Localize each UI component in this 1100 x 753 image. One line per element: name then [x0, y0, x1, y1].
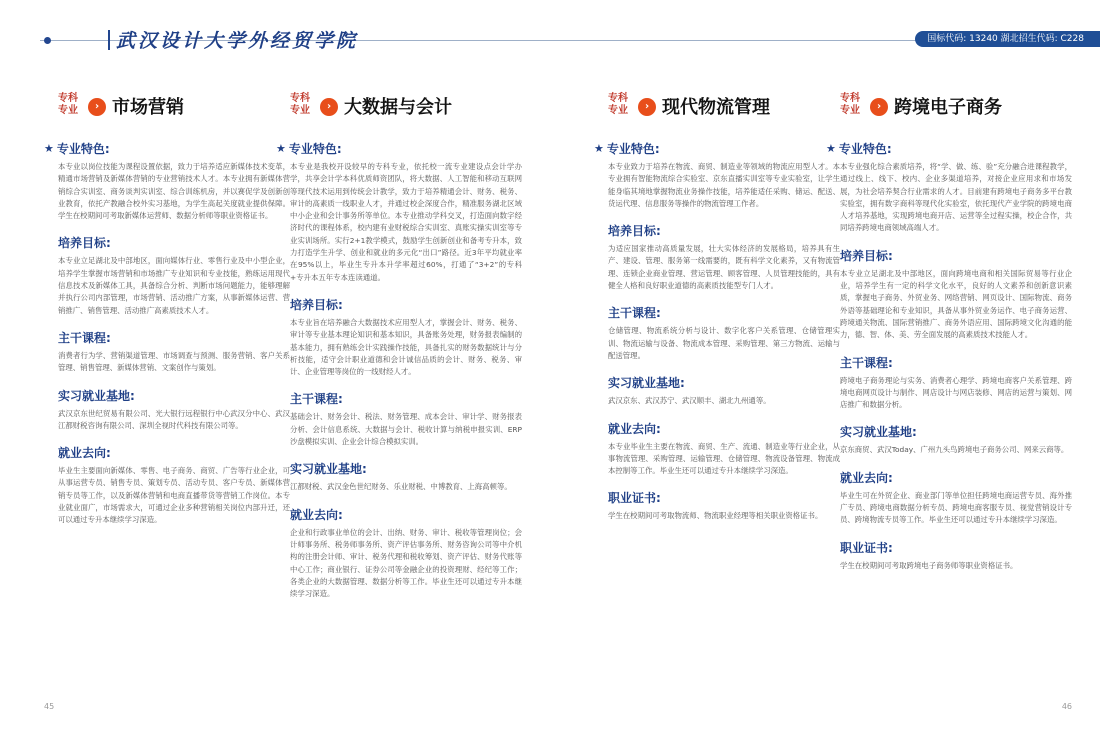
major-column-marketing [44, 90, 290, 527]
major-level-tag: 专科专业 [58, 93, 78, 116]
section-heading [58, 444, 290, 461]
section-heading [840, 469, 1072, 486]
section-heading-label: 培养目标: [840, 248, 893, 263]
page-number-left: 45 [44, 702, 55, 711]
section-body-text: 本专业是我校开设较早的专科专业，依托校一流专业建设点会计学办学，共享会计学本科优质师资团队，将大数据、人工智能和移动互联网等现代技术运用到传统会计教学，致力于培养精通会计、财务、税务、审计的高素质一线职业人才，并通过校企深度合作，精准服务湖北区域中小企业和会计事务所等单位。本专业推动学科交叉，打造面向数字经济时代的课程体系，校内建有业财税综合实训室、真账实操实训室等专业实训场所。实行2+1教学模式，鼓励学生创新创业和备考专升本，致力打造学生升学、创业和就业的多元化“出口”路径。近3年平均就业率在95%以上，毕业生专升本升学率超过60%，打通了“3+2”的专科+专升本五年专本连读通道。 [290, 162, 522, 282]
section-body-text: 本专业致力于培养在物流、商贸、制造业等领域的物流应用型人才。本专业拥有智能物流综合实验室、京东直播实训室等专业实验室，让学生能身临其境地掌握物流业务操作技能，培养能适任采购、储运、配送、货运代理、信息服务等操作的物流管理工作者。 [608, 162, 840, 208]
section-heading-label: 就业去向: [840, 470, 893, 485]
section-heading [840, 539, 1072, 556]
section-heading [840, 423, 1072, 440]
major-title: 现代物流管理 [662, 97, 770, 118]
right-page [550, 80, 1100, 753]
section-body-text: 跨境电子商务理论与实务、消费者心理学、跨境电商客户关系管理、跨境电商网页设计与制作、网店设计与网店装修、网店的运营与策划、网店推广和数据分析。 [840, 375, 1072, 410]
section-body-text: 本专业立足湖北及中部地区，面向跨境电商和相关国际贸易等行业企业，培养学生有一定的科学文化水平，良好的人文素养和创新意识素质，掌握电子商务、外贸业务、网络营销、网页设计、国际物流、商务外语等基础理论和专业知识，具备从事外贸业务运作、电子商务运营、跨境通关物流、国际营销推广、商务外语应用、国际跨境文化沟通的能力，德、智、体、美、劳全面发展的高素质技术技能人才。 [840, 268, 1072, 340]
section-heading-label: 专业特色: [56, 142, 110, 156]
section-heading [290, 390, 522, 407]
section-body-text: 本专业强化综合素质培养，将“学、做、练、验”充分融合进课程教学，通过线上、线下、校内、企业多渠道培养，对接企业应用求和市场发展，为社会培养契合行业需求的人才。目前建有跨境电子商务多平台教实验室，拥有数字商科等现代化实验室，依托现代产业学院的跨境电商人才培养基地，实现跨境电商开店、运营等全过程实操，校企合作，共同培养跨境电商领域高端人才。 [840, 162, 1072, 233]
left-page [0, 80, 550, 753]
major-heading [290, 90, 522, 126]
section-heading-label: 实习就业基地: [58, 388, 135, 403]
section-heading [290, 460, 522, 477]
section-heading-label: 实习就业基地: [840, 425, 917, 440]
section-heading [58, 387, 290, 404]
chevron-right-icon: › [320, 98, 338, 116]
section-body-text: 本专业以岗位技能为课程设置依据，致力于培养适应新媒体技术变革，精通市场营销及新媒体营销的专业营销技术人才。本专业拥有新媒体营销综合实训室、商务谈判实训室、综合训练机房，并以赛促学及创新创业教育，依托产教融合校外实习基地，为学生高起关度就业提供保障。学生在校期间可考取新媒体运营师、数据分析师等职业资格证书。 [58, 162, 290, 221]
major-column-logistics [594, 90, 840, 523]
major-title: 跨境电子商务 [894, 97, 1002, 118]
section-heading [594, 140, 840, 157]
section-heading-label: 就业去向: [290, 507, 343, 522]
section-body-text: 仓储管理、物流系统分析与设计、数字化客户关系管理、仓储管理实训、物流运输与设备、物流成本管理、采购管理、第三方物流、运输与配送管理。 [608, 326, 840, 360]
college-title: 武汉设计大学外经贸学院 [116, 30, 359, 52]
chevron-right-icon: › [638, 98, 656, 116]
section-body-text: 毕业生主要面向新媒体、零售、电子商务、商贸、广告等行业企业，可从事运营专员、销售专员、策划专员、活动专员、客户专员、新媒体营销专员等工作，以及新媒体营销和电商直播带货等营销工作岗位。本专业就业面广，市场需求大，可通过企业多种营销相关岗位内部升迁，还可以通过专升本继续学习深造。 [58, 466, 290, 525]
section-heading-label: 就业去向: [58, 446, 111, 461]
major-title: 市场营销 [112, 97, 184, 118]
section-heading [58, 329, 290, 346]
section-body-text: 消费者行为学、营销渠道管理、市场调查与预测、服务营销、客户关系管理、销售管理、新媒体营销、文案创作与策划。 [58, 350, 290, 373]
section-heading-label: 职业证书: [608, 491, 661, 506]
section-heading [276, 140, 522, 157]
star-icon: ★ [276, 142, 286, 155]
section-body-text: 基础会计、财务会计、税法、财务管理、成本会计、审计学、财务报表分析、会计信息系统、大数据与会计、税收计算与纳税申报实训、ERP沙盘模拟实训、企业会计综合模拟实训。 [290, 412, 522, 447]
major-level-tag: 专科专业 [840, 93, 860, 116]
section-heading [608, 222, 840, 239]
section-heading [44, 140, 290, 157]
header-dot-icon [44, 37, 51, 44]
section-heading [840, 354, 1072, 371]
section-heading [290, 506, 522, 523]
chevron-right-icon: › [88, 98, 106, 116]
section-heading-label: 实习就业基地: [608, 376, 685, 391]
page-header [0, 0, 1100, 80]
major-heading [608, 90, 840, 126]
section-body-text: 武汉京东、武汉苏宁、武汉顺丰、湖北九州通等。 [608, 396, 771, 406]
section-heading-label: 培养目标: [608, 224, 661, 239]
section-body-text: 学生在校期间可考取跨境电子商务师等职业资格证书。 [840, 560, 1018, 570]
section-body-text: 本专业立足湖北及中部地区，面向媒体行业、零售行业及中小型企业，培养学生掌握市场营销和市场推广专业知识和专业技能，熟练运用现代信息技术及新媒体工具，具备综合分析、判断市场问题能力，能够理解并执行公司内部管理，市场营销、活动推广方案，从事新媒体运营、营销推广、销售管理、活动推广高素质技术人才。 [58, 256, 290, 315]
section-body-text: 学生在校期间可考取物流师、物流职业经理等相关职业资格证书。 [608, 511, 823, 521]
star-icon: ★ [826, 142, 836, 155]
major-column-cross-border-ecommerce [826, 90, 1072, 572]
section-body-text: 本专业毕业生主要在物流、商贸、生产、流通、制造业等行业企业，从事物流管理、采购管理、运输管理、仓储管理、物流设备管理、物流成本控制等工作。毕业生还可以通过专升本继续学习深造。 [608, 441, 840, 476]
section-heading-label: 实习就业基地: [290, 462, 367, 477]
section-body-text: 为适应国家推动高质量发展，壮大实体经济的发展格局，培养具有生产、建设、管理、服务第一线需要的，既有科学文化素养，又有物流管理、连锁企业商业管理、营运管理、顾客管理、人员管理技能的，具有健全人格和良好职业道德的高素质技能型专门人才。 [608, 244, 840, 291]
section-heading-label: 培养目标: [58, 236, 111, 251]
enrollment-codes-badge: 国标代码: 13240 湖北招生代码: C228 [915, 31, 1100, 47]
section-heading-label: 主干课程: [608, 306, 661, 321]
major-level-tag: 专科专业 [290, 93, 310, 116]
section-body-text: 武汉京东世纪贸易有限公司、光大银行远程银行中心武汉分中心、武汉江都财税咨询有限公司、深圳全视时代科技有限公司等。 [58, 408, 290, 430]
major-heading [840, 90, 1072, 126]
section-heading-label: 培养目标: [290, 297, 343, 312]
section-body-text: 企业和行政事业单位的会计、出纳、财务、审计、税收等管理岗位；会计师事务所、税务师事务所、资产评估事务所、财务咨询公司等中介机构的注册会计师、审计、税务代理和税收筹划、资产评估、财务代账等中心工作；商业银行、证券公司等金融企业的投资理财、经纪等工作；各类企业的大数据管理、数据分析等工作。毕业生还可以通过专升本继续学习深造。 [290, 527, 522, 599]
star-icon: ★ [44, 142, 54, 155]
major-column-accounting [276, 90, 522, 600]
section-heading [608, 489, 840, 506]
section-heading [58, 234, 290, 251]
section-heading-label: 主干课程: [58, 330, 111, 345]
section-heading [608, 304, 840, 321]
section-heading [290, 296, 522, 313]
chevron-right-icon: › [870, 98, 888, 116]
major-heading [58, 90, 290, 126]
section-body-text: 本专业旨在培养融合大数据技术应用型人才，掌握会计、财务、税务、审计等专业基本理论知识和基本知识，具备账务处理，财务报表编制的基本能力，拥有熟练会计实践操作技能，具备扎实的财务数据统计与分析技能，适守会计职业道德和会计诚信品质的会计、财务、税务、审计、企业管理等岗位的一线财经人才。 [290, 317, 522, 377]
section-body-text: 京东商贸、武汉Today、广州九头鸟跨境电子商务公司、网来云商等。 [840, 445, 1069, 455]
section-heading-label: 专业特色: [288, 142, 342, 156]
section-body-text: 江都财税、武汉金色世纪财务、乐业财税、中博教育、上海高顿等。 [290, 482, 512, 492]
section-heading [608, 374, 840, 391]
section-heading-label: 专业特色: [606, 142, 660, 156]
section-heading [840, 247, 1072, 264]
section-heading-label: 就业去向: [608, 421, 661, 436]
section-heading-label: 专业特色: [838, 142, 892, 156]
section-heading [608, 420, 840, 437]
star-icon: ★ [594, 142, 604, 155]
section-heading [826, 140, 1072, 157]
major-level-tag: 专科专业 [608, 93, 628, 116]
header-divider [108, 30, 110, 50]
section-heading-label: 主干课程: [290, 392, 343, 407]
page-number-right: 46 [1061, 702, 1072, 711]
major-title: 大数据与会计 [344, 97, 452, 118]
section-heading-label: 职业证书: [840, 540, 893, 555]
section-heading-label: 主干课程: [840, 355, 893, 370]
section-body-text: 毕业生可在外贸企业、商业部门等单位担任跨境电商运营专员、海外推广专员、跨境电商数据分析专员、跨境电商客服专员、视觉营销设计专员、跨境物流专员等工作。毕业生还可以通过专升本继续学习深造。 [840, 490, 1072, 525]
